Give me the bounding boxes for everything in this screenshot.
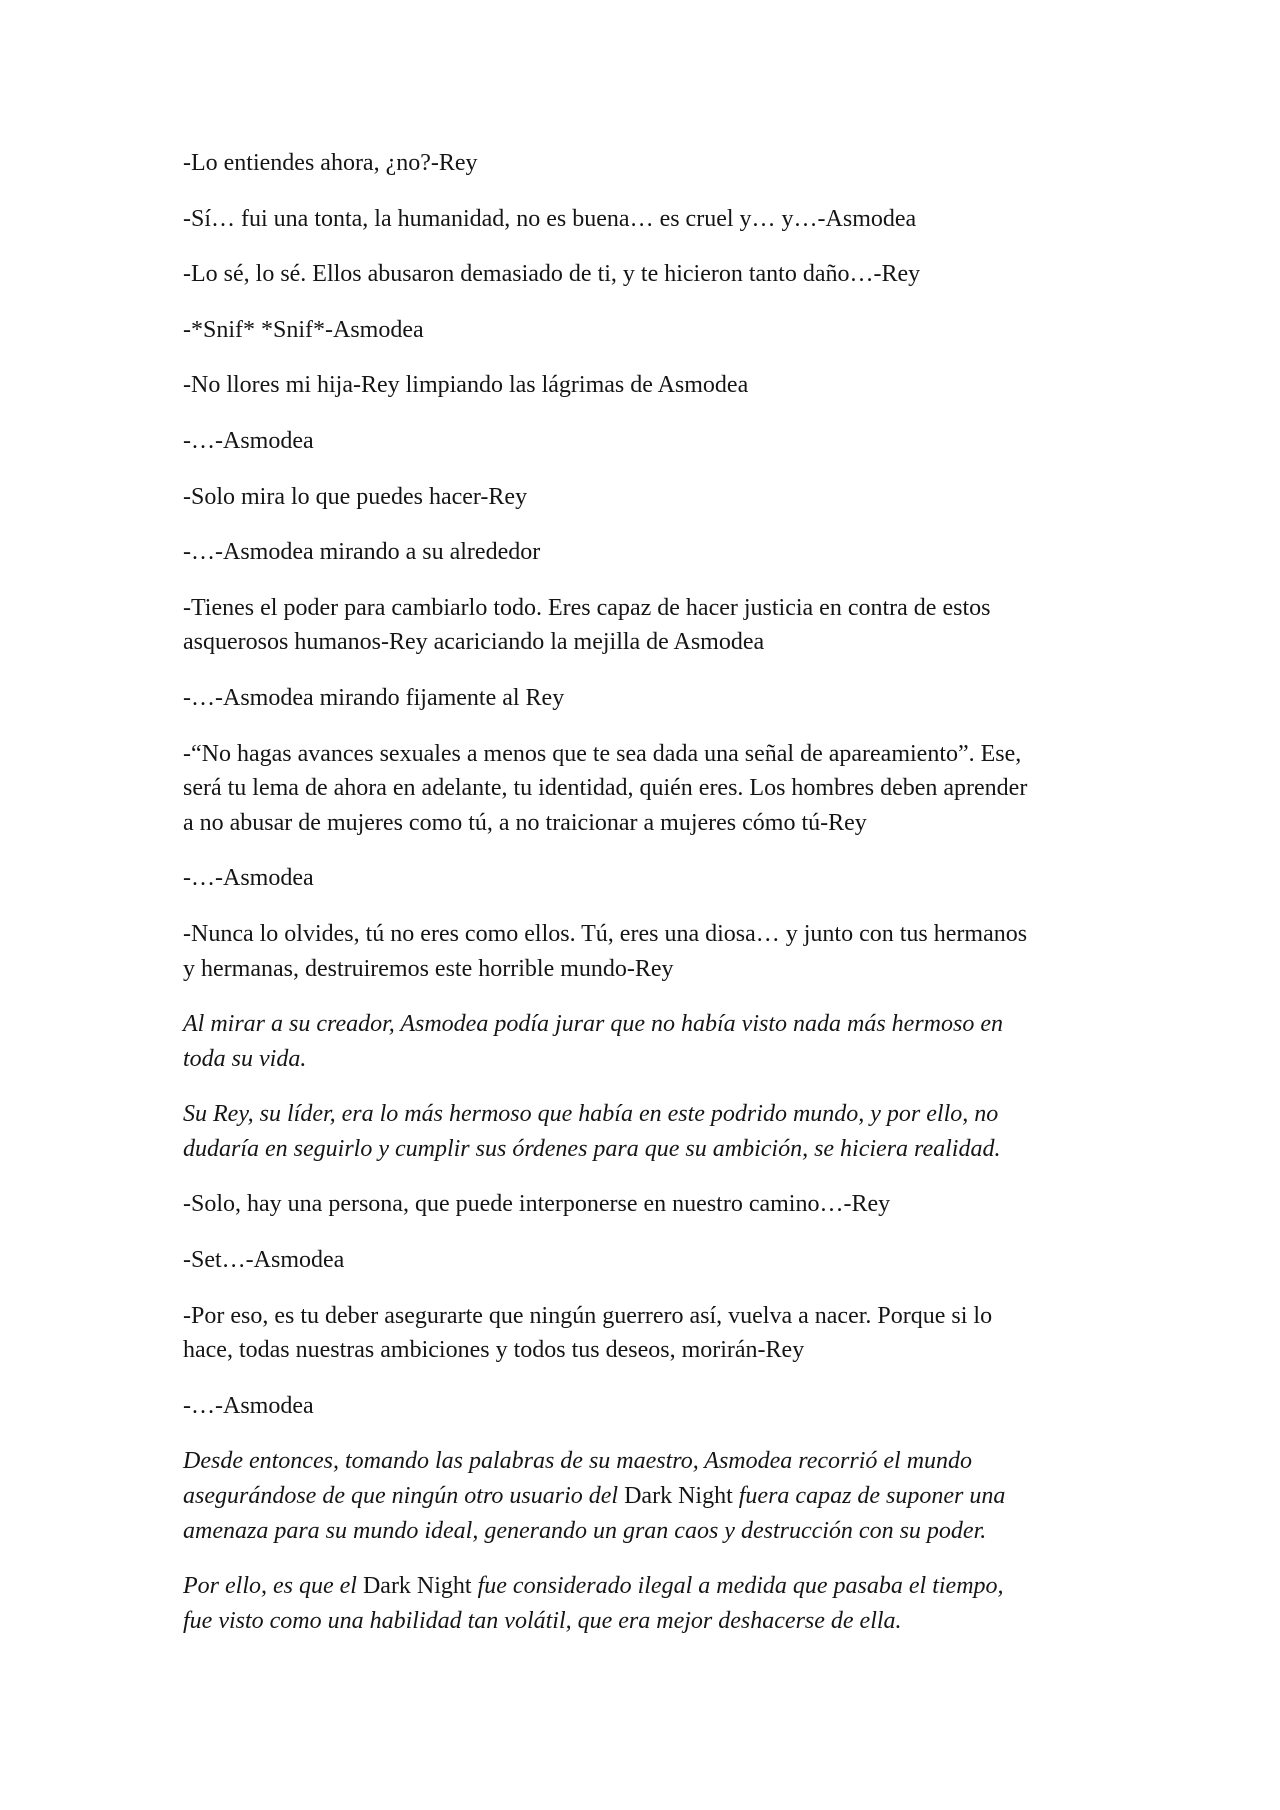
term-dark-night: Dark Night <box>624 1483 733 1510</box>
text-line: -Solo, hay una persona, que puede interponerse en nuestro camino…-Rey <box>183 1191 891 1218</box>
text-line: -…-Asmodea <box>183 865 314 892</box>
dialogue-paragraph <box>183 1299 1103 1368</box>
text-line: -Nunca lo olvides, tú no eres como ellos. Tú, eres una diosa… y junto con tus hermanos <box>183 920 1028 947</box>
text-line: -Lo sé, lo sé. Ellos abusaron demasiado de ti, y te hicieron tanto daño…-Rey <box>183 261 921 288</box>
dialogue-paragraph <box>183 146 1103 181</box>
text-line: -…-Asmodea mirando a su alrededor <box>183 539 541 566</box>
text-line: Al mirar a su creador, Asmodea podía jurar que no había visto nada más hermoso en <box>183 1011 1003 1038</box>
text-line: -Set…-Asmodea <box>183 1247 345 1274</box>
text-segment: fue considerado ilegal a medida que pasaba el tiempo, <box>471 1573 1004 1600</box>
text-segment: asegurándose de que ningún otro usuario del <box>183 1483 625 1510</box>
dialogue-paragraph <box>183 202 1103 237</box>
text-line: dudaría en seguirlo y cumplir sus órdenes para que su ambición, se hiciera realidad. <box>183 1135 1001 1162</box>
dialogue-paragraph <box>183 535 1103 570</box>
text-line: -…-Asmodea mirando fijamente al Rey <box>183 684 565 711</box>
dialogue-paragraph <box>183 917 1103 986</box>
dialogue-paragraph <box>183 861 1103 896</box>
dialogue-paragraph <box>183 681 1103 716</box>
text-segment: Por ello, es que el <box>183 1573 363 1600</box>
dialogue-paragraph <box>183 368 1103 403</box>
dialogue-paragraph <box>183 424 1103 459</box>
text-line <box>183 1479 1103 1514</box>
dialogue-paragraph <box>183 1389 1103 1424</box>
text-line: Su Rey, su líder, era lo más hermoso que había en este podrido mundo, y por ello, no <box>183 1101 999 1128</box>
dialogue-paragraph <box>183 591 1103 660</box>
dialogue-paragraph <box>183 313 1103 348</box>
text-line: será tu lema de ahora en adelante, tu identidad, quién eres. Los hombres deben aprender <box>183 775 1028 802</box>
dialogue-paragraph <box>183 257 1103 292</box>
text-line: asquerosos humanos-Rey acariciando la mejilla de Asmodea <box>183 629 765 656</box>
story-text <box>183 146 1103 1659</box>
text-line: -…-Asmodea <box>183 1392 314 1419</box>
text-line: -…-Asmodea <box>183 427 314 454</box>
narration-paragraph <box>183 1097 1103 1166</box>
dialogue-paragraph <box>183 480 1103 515</box>
dialogue-paragraph <box>183 737 1103 841</box>
text-line: -“No hagas avances sexuales a menos que te sea dada una señal de apareamiento”. Ese, <box>183 740 1022 767</box>
text-segment: fuera capaz de suponer una <box>732 1483 1006 1510</box>
text-line <box>183 1569 1103 1604</box>
text-line: -Por eso, es tu deber asegurarte que ningún guerrero así, vuelva a nacer. Porque si lo <box>183 1302 993 1329</box>
text-line: fue visto como una habilidad tan volátil, que era mejor deshacerse de ella. <box>183 1607 902 1634</box>
text-line: -*Snif* *Snif*-Asmodea <box>183 316 424 343</box>
dialogue-paragraph <box>183 1187 1103 1222</box>
text-line: -Tienes el poder para cambiarlo todo. Eres capaz de hacer justicia en contra de estos <box>183 594 991 621</box>
text-line: a no abusar de mujeres como tú, a no traicionar a mujeres cómo tú-Rey <box>183 809 867 836</box>
narration-paragraph <box>183 1444 1103 1548</box>
text-line: amenaza para su mundo ideal, generando un gran caos y destrucción con su poder. <box>183 1517 987 1544</box>
narration-paragraph <box>183 1007 1103 1076</box>
text-line: -Sí… fui una tonta, la humanidad, no es buena… es cruel y… y…-Asmodea <box>183 205 917 232</box>
text-line: -Solo mira lo que puedes hacer-Rey <box>183 483 528 510</box>
term-dark-night: Dark Night <box>362 1573 472 1600</box>
text-line: -No llores mi hija-Rey limpiando las lágrimas de Asmodea <box>183 372 749 399</box>
text-line: Desde entonces, tomando las palabras de su maestro, Asmodea recorrió el mundo <box>183 1448 973 1475</box>
narration-paragraph <box>183 1569 1103 1638</box>
text-line: toda su vida. <box>183 1045 307 1072</box>
text-line: y hermanas, destruiremos este horrible mundo-Rey <box>183 955 674 982</box>
text-line: -Lo entiendes ahora, ¿no?-Rey <box>183 150 478 176</box>
text-line: hace, todas nuestras ambiciones y todos tus deseos, morirán-Rey <box>183 1337 805 1364</box>
dialogue-paragraph <box>183 1243 1103 1278</box>
